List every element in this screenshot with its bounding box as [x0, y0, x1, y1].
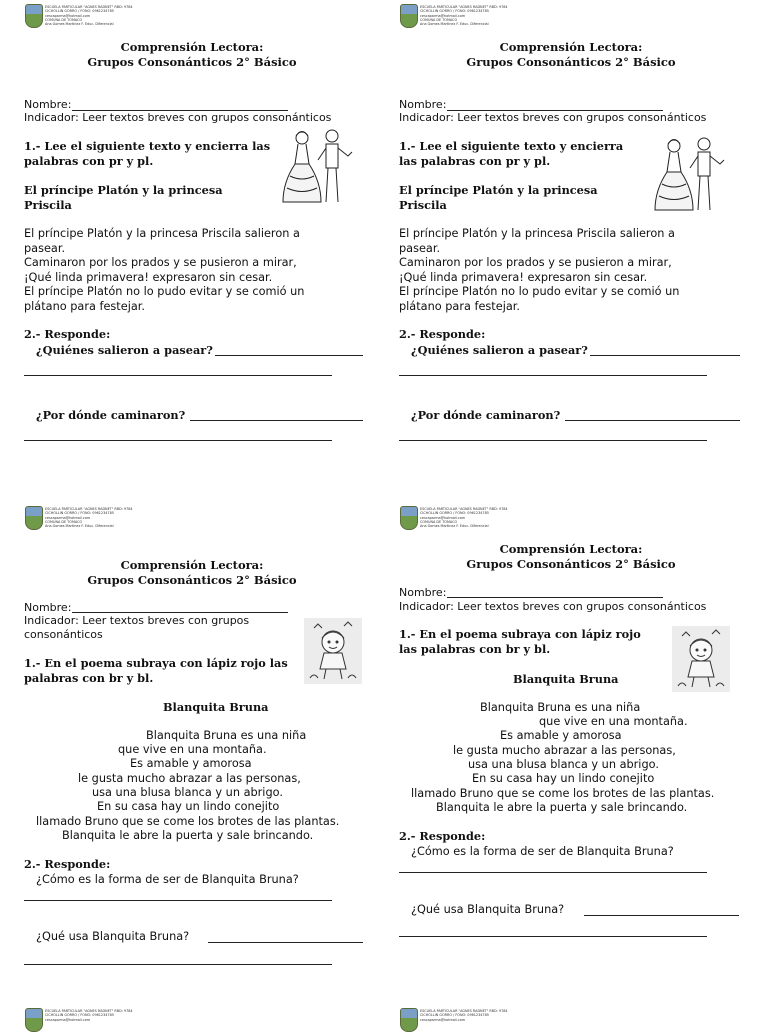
poem-title: Blanquita Bruna — [163, 700, 269, 714]
answer-line[interactable] — [399, 440, 707, 441]
worksheet-2 — [384, 0, 768, 500]
story-text: El príncipe Platón y la princesa Priscila salieron a pasear. Caminaron por los prados y se pusieron a mirar, ¡Qué linda primavera! expresaron sin cesar. El príncipe Platón no lo pudo evitar y se comió un plátano para festejar. — [24, 227, 305, 313]
responde-heading: 2.- Responde: — [24, 857, 111, 871]
indicador-text: Indicador: Leer textos breves con grupos consonánticos — [24, 614, 250, 641]
story-title: El príncipe Platón y la princesa Priscila — [399, 183, 598, 212]
poem-line: le gusta mucho abrazar a las personas, — [78, 772, 301, 785]
girl-icon — [304, 618, 362, 684]
poem-line: Blanquita le abre la puerta y sale brincando. — [436, 801, 688, 814]
responde-heading: 2.- Responde: — [24, 327, 111, 341]
school-header-text: ESCUELA PARTICULAR "AGNES RADNET" RBD: 9784 CICHOLLIN GORRO / FONO: 0961234785 cescaparma@hotmail.com COMUNA DE TOMACO Ana Gomes Martinez F. Educ. Diferencial — [45, 5, 133, 27]
school-logo-partial — [400, 1008, 508, 1024]
question-1: ¿Quiénes salieron a pasear? — [411, 343, 588, 357]
girl-icon — [672, 626, 730, 692]
poem-line: Blanquita Bruna es una niña — [146, 729, 307, 742]
school-header-text: ESCUELA PARTICULAR "AGNES RADNET" RBD: 9784 CICHOLLIN GORRO / FONO: 0961234785 cescaparma@hotmail.com COMUNA DE TOMACO Ana Gomes Martinez F. Educ. Diferencial — [420, 5, 508, 27]
answer-line[interactable] — [399, 375, 707, 376]
question-2: ¿Qué usa Blanquita Bruna? — [36, 930, 190, 943]
nombre-field[interactable] — [447, 597, 663, 598]
worksheet-4 — [384, 500, 768, 1000]
answer-line[interactable] — [24, 964, 332, 965]
poem-line: llamado Bruno que se come los brotes de las plantas. — [411, 787, 715, 800]
school-logo-partial — [25, 1008, 133, 1024]
instruction-1: 1.- En el poema subraya con lápiz rojo las palabras con br y bl. — [399, 627, 641, 656]
nombre-label: Nombre: — [399, 98, 447, 111]
poem-line: Es amable y amorosa — [500, 729, 622, 742]
answer-line[interactable] — [24, 440, 332, 441]
indicador-text: Indicador: Leer textos breves con grupos consonánticos — [399, 111, 707, 124]
school-header-text: ESCUELA PARTICULAR "AGNES RADNET" RBD: 9784 CICHOLLIN GORRO / FONO: 0961234785 cescaparma@hotmail.com — [45, 1009, 133, 1022]
poem-line: llamado Bruno que se come los brotes de las plantas. — [36, 815, 340, 828]
indicador-text: Indicador: Leer textos breves con grupos consonánticos — [399, 600, 707, 613]
question-2: ¿Qué usa Blanquita Bruna? — [411, 903, 565, 916]
worksheet-title: Comprensión Lectora: Grupos Consonánticos 2° Básico — [466, 542, 676, 571]
poem-line: En su casa hay un lindo conejito — [472, 772, 655, 785]
answer-line[interactable] — [24, 900, 332, 901]
worksheet-1 — [0, 0, 384, 500]
poem-line: que vive en una montaña. — [118, 743, 267, 756]
poem-line: que vive en una montaña. — [539, 715, 688, 728]
poem-line: usa una blusa blanca y un abrigo. — [92, 786, 283, 799]
question-2: ¿Por dónde caminaron? — [411, 408, 561, 422]
worksheet-title: Comprensión Lectora: Grupos Consonánticos 2° Básico — [87, 558, 297, 587]
nombre-label: Nombre: — [24, 601, 72, 614]
worksheet-title: Comprensión Lectora: Grupos Consonánticos 2° Básico — [466, 40, 676, 69]
poem-line: Blanquita Bruna es una niña — [480, 701, 641, 714]
story-text: El príncipe Platón y la princesa Priscila salieron a pasear. Caminaron por los prados y se pusieron a mirar, ¡Qué linda primavera! expresaron sin cesar. El príncipe Platón no lo pudo evitar y se comió un plátano para festejar. — [399, 227, 680, 313]
answer-line[interactable] — [208, 942, 363, 943]
question-1: ¿Quiénes salieron a pasear? — [36, 343, 213, 357]
answer-line[interactable] — [590, 355, 740, 356]
worksheet-3 — [0, 500, 384, 1000]
prince-princess-icon — [650, 134, 732, 214]
question-1: ¿Cómo es la forma de ser de Blanquita Bruna? — [411, 845, 674, 858]
answer-line[interactable] — [565, 420, 740, 421]
poem-line: Blanquita le abre la puerta y sale brincando. — [62, 829, 314, 842]
school-header-text: ESCUELA PARTICULAR "AGNES RADNET" RBD: 9784 CICHOLLIN GORRO / FONO: 0961234785 cescaparma@hotmail.com COMUNA DE TOMACO Ana Gomes Martinez F. Educ. Diferencial — [420, 507, 508, 529]
prince-princess-icon — [278, 126, 360, 206]
school-crest-icon — [400, 1008, 418, 1032]
question-2: ¿Por dónde caminaron? — [36, 408, 186, 422]
answer-line[interactable] — [584, 915, 739, 916]
nombre-field[interactable] — [72, 612, 288, 613]
question-1: ¿Cómo es la forma de ser de Blanquita Bruna? — [36, 873, 299, 886]
poem-line: Es amable y amorosa — [130, 757, 252, 770]
answer-line[interactable] — [215, 355, 363, 356]
poem-line: En su casa hay un lindo conejito — [97, 800, 280, 813]
responde-heading: 2.- Responde: — [399, 829, 486, 843]
story-title: El príncipe Platón y la princesa Priscila — [24, 183, 223, 212]
indicador-text: Indicador: Leer textos breves con grupos consonánticos — [24, 111, 332, 124]
instruction-1: 1.- Lee el siguiente texto y encierra las palabras con pr y pl. — [399, 139, 624, 168]
instruction-1: 1.- En el poema subraya con lápiz rojo las palabras con br y bl. — [24, 656, 288, 685]
school-crest-icon — [25, 1008, 43, 1032]
nombre-label: Nombre: — [24, 98, 72, 111]
answer-line[interactable] — [399, 872, 707, 873]
answer-line[interactable] — [190, 420, 363, 421]
poem-title: Blanquita Bruna — [513, 672, 619, 686]
answer-line[interactable] — [24, 375, 332, 376]
answer-line[interactable] — [399, 936, 707, 937]
poem-line: usa una blusa blanca y un abrigo. — [468, 758, 659, 771]
responde-heading: 2.- Responde: — [399, 327, 486, 341]
instruction-1: 1.- Lee el siguiente texto y encierra las palabras con pr y pl. — [24, 139, 271, 168]
school-header-text: ESCUELA PARTICULAR "AGNES RADNET" RBD: 9784 CICHOLLIN GORRO / FONO: 0961234785 cescaparma@hotmail.com — [420, 1009, 508, 1022]
school-header-text: ESCUELA PARTICULAR "AGNES RADNET" RBD: 9784 CICHOLLIN GORRO / FONO: 0961234785 cescaparma@hotmail.com COMUNA DE TOMACO Ana Gomes Martinez F. Educ. Diferencial — [45, 507, 133, 529]
poem-line: le gusta mucho abrazar a las personas, — [453, 744, 676, 757]
nombre-label: Nombre: — [399, 586, 447, 599]
worksheet-title: Comprensión Lectora: Grupos Consonánticos 2° Básico — [87, 40, 297, 69]
